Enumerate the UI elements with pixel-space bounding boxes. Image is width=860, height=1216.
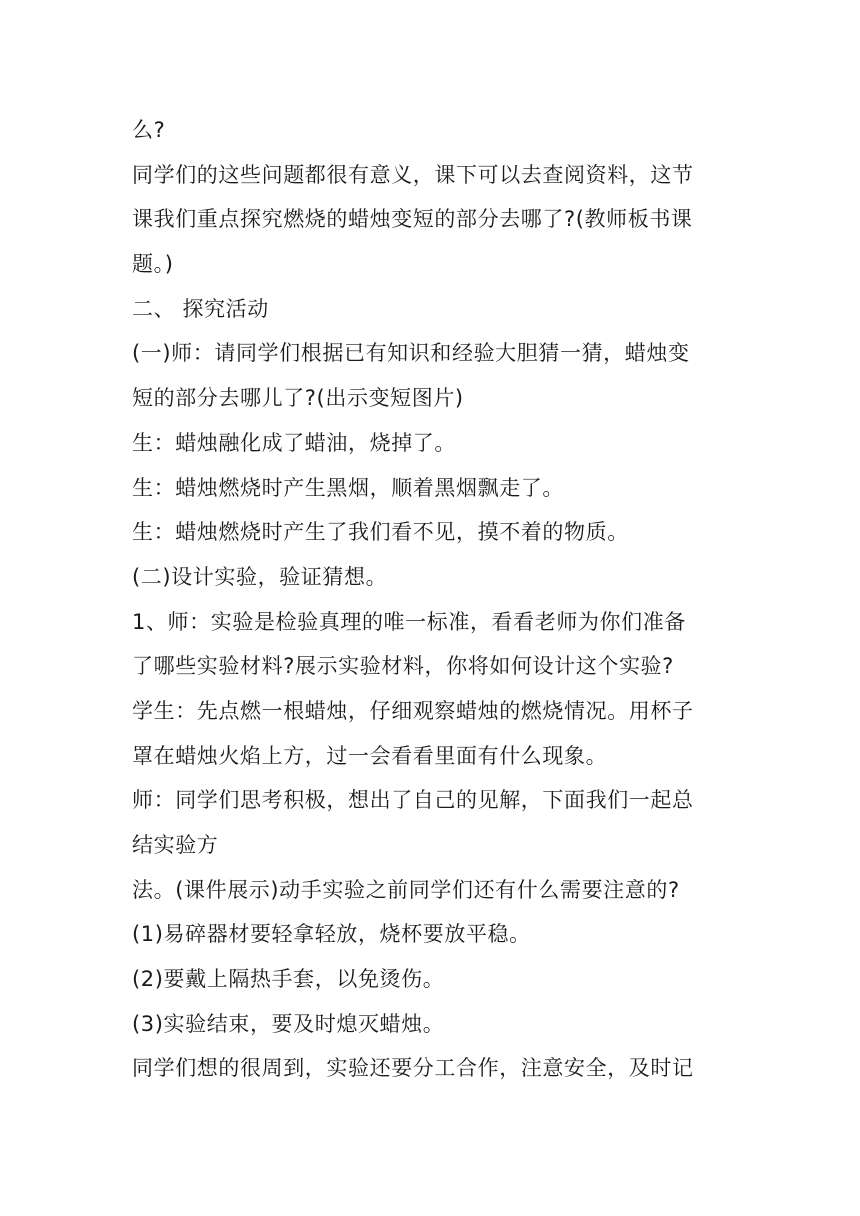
list-item: (1)易碎器材要轻拿轻放，烧杯要放平稳。 bbox=[132, 922, 531, 947]
text-line: 学生：先点燃一根蜡烛，仔细观察蜡烛的燃烧情况。用杯子 bbox=[132, 698, 694, 723]
text-line: 1、师：实验是检验真理的唯一标准，看看老师为你们准备 bbox=[132, 609, 686, 634]
text-line: 生：蜡烛融化成了蜡油，烧掉了。 bbox=[132, 430, 456, 455]
text-line: (一)师：请同学们根据已有知识和经验大胆猜一猜，蜡烛变 bbox=[132, 341, 690, 366]
text-line: 结实验方 bbox=[132, 833, 219, 857]
text-line: 短的部分去哪儿了?(出示变短图片) bbox=[132, 386, 464, 411]
list-item: (2)要戴上隔热手套，以免烫伤。 bbox=[132, 967, 445, 992]
text-line: 生：蜡烛燃烧时产生黑烟，顺着黑烟飘走了。 bbox=[132, 475, 564, 500]
text-line: 题。) bbox=[132, 252, 174, 277]
text-line: 生：蜡烛燃烧时产生了我们看不见，摸不着的物质。 bbox=[132, 520, 629, 545]
section-heading: 二、 探究活动 bbox=[132, 296, 269, 321]
text-line: 法。(课件展示)动手实验之前同学们还有什么需要注意的? bbox=[132, 877, 680, 902]
subsection-heading: (二)设计实验，验证猜想。 bbox=[132, 564, 388, 589]
document-body bbox=[132, 108, 732, 1091]
text-line: 了哪些实验材料?展示实验材料，你将如何设计这个实验? bbox=[132, 654, 674, 679]
text-line: 么? bbox=[132, 118, 166, 142]
text-line: 师：同学们思考积极，想出了自己的见解，下面我们一起总 bbox=[132, 788, 694, 813]
text-line: 课我们重点探究燃烧的蜡烛变短的部分去哪了?(教师板书课 bbox=[132, 207, 693, 232]
text-line: 同学们想的很周到，实验还要分工合作，注意安全，及时记 bbox=[132, 1056, 694, 1081]
text-line: 同学们的这些问题都很有意义，课下可以去查阅资料，这节 bbox=[132, 162, 694, 187]
text-line: 罩在蜡烛火焰上方，过一会看看里面有什么现象。 bbox=[132, 743, 608, 768]
list-item: (3)实验结束，要及时熄灭蜡烛。 bbox=[132, 1011, 445, 1036]
